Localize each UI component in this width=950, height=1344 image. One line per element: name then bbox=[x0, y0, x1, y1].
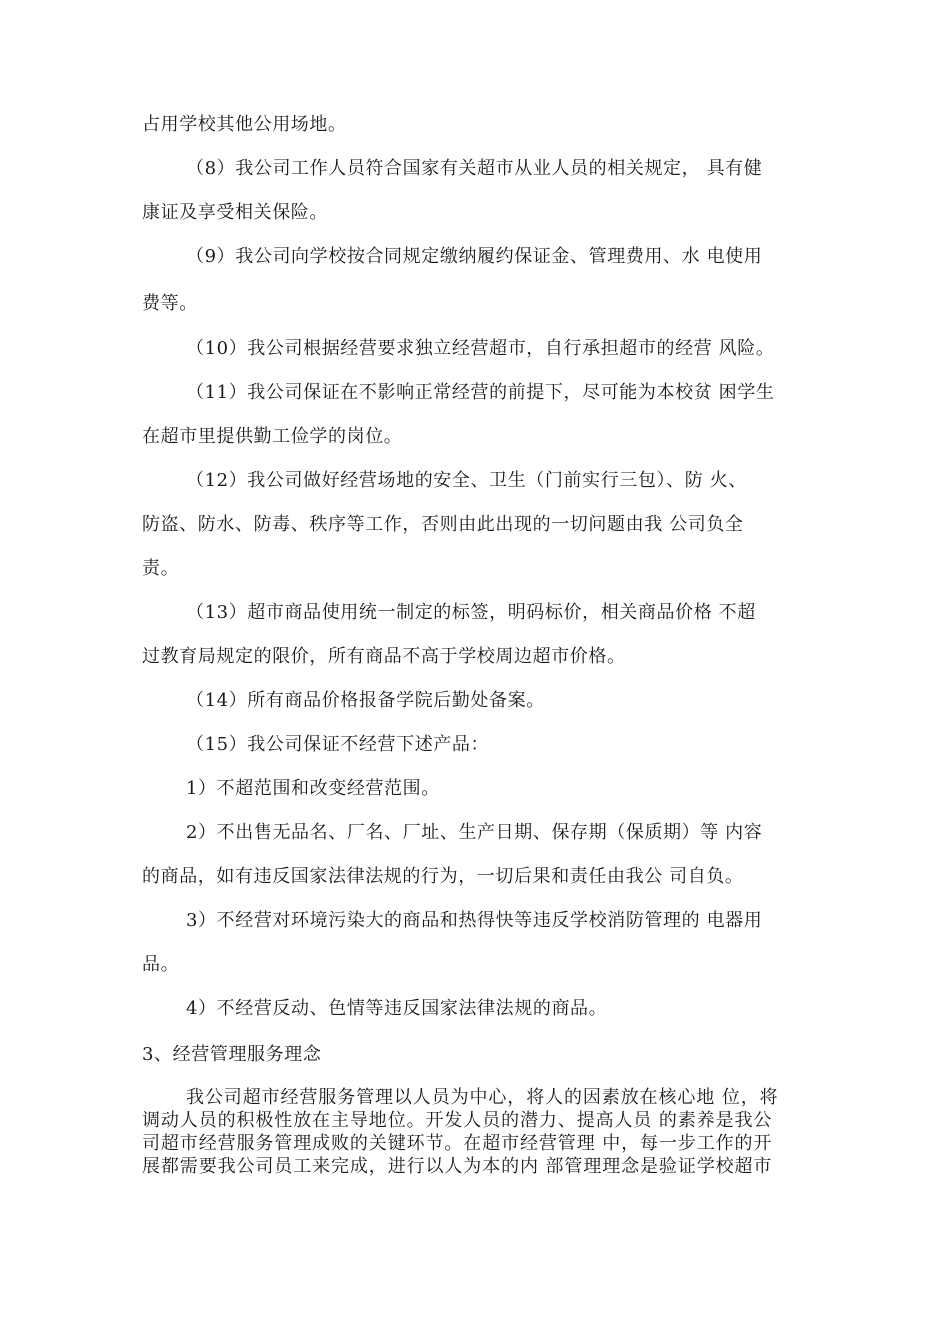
section-heading: 3、经营管理服务理念 bbox=[142, 1044, 322, 1065]
text-line: 品。 bbox=[142, 954, 180, 975]
text-line: 1）不超范围和改变经营范围。 bbox=[186, 778, 440, 799]
text-line: 占用学校其他公用场地。 bbox=[142, 114, 347, 135]
text-line: （12）我公司做好经营场地的安全、卫生（门前实行三包）、防 火、 bbox=[186, 470, 747, 491]
text-line: 防盗、防水、防毒、秩序等工作，否则由此出现的一切问题由我 公司负全 bbox=[142, 514, 744, 535]
text-line: （8）我公司工作人员符合国家有关超市从业人员的相关规定， 具有健 bbox=[186, 158, 763, 179]
text-line: 调动人员的积极性放在主导地位。开发人员的潜力、提高人员 的素养是我公 bbox=[142, 1110, 773, 1131]
text-line: 费等。 bbox=[142, 293, 198, 314]
text-line: 责。 bbox=[142, 558, 180, 579]
text-line: 在超市里提供勤工俭学的岗位。 bbox=[142, 426, 403, 447]
text-line: 我公司超市经营服务管理以人员为中心，将人的因素放在核心地 位，将 bbox=[186, 1087, 779, 1108]
text-line: 4）不经营反动、色情等违反国家法律法规的商品。 bbox=[186, 998, 608, 1019]
text-line: （15）我公司保证不经营下述产品： bbox=[186, 734, 490, 755]
text-line: 康证及享受相关保险。 bbox=[142, 202, 328, 223]
text-line: 司超市经营服务管理成败的关键环节。在超市经营管理 中，每一步工作的开 bbox=[142, 1133, 773, 1154]
text-line: （9）我公司向学校按合同规定缴纳履约保证金、管理费用、水 电使用 bbox=[186, 246, 763, 267]
text-line: （13）超市商品使用统一制定的标签，明码标价，相关商品价格 不超 bbox=[186, 602, 756, 623]
text-line: 2）不出售无品名、厂名、厂址、生产日期、保存期（保质期）等 内容 bbox=[186, 822, 763, 843]
text-line: 3）不经营对环境污染大的商品和热得快等违反学校消防管理的 电器用 bbox=[186, 910, 763, 931]
text-line: 过教育局规定的限价，所有商品不高于学校周边超市价格。 bbox=[142, 646, 626, 667]
text-line: （11）我公司保证在不影响正常经营的前提下，尽可能为本校贫 困学生 bbox=[186, 382, 775, 403]
text-line: （14）所有商品价格报备学院后勤处备案。 bbox=[186, 690, 545, 711]
text-line: 展都需要我公司员工来完成，进行以人为本的内 部管理理念是验证学校超市 bbox=[142, 1156, 773, 1177]
text-line: 的商品，如有违反国家法律法规的行为，一切后果和责任由我公 司自负。 bbox=[142, 866, 744, 887]
text-line: （10）我公司根据经营要求独立经营超市，自行承担超市的经营 风险。 bbox=[186, 338, 775, 359]
